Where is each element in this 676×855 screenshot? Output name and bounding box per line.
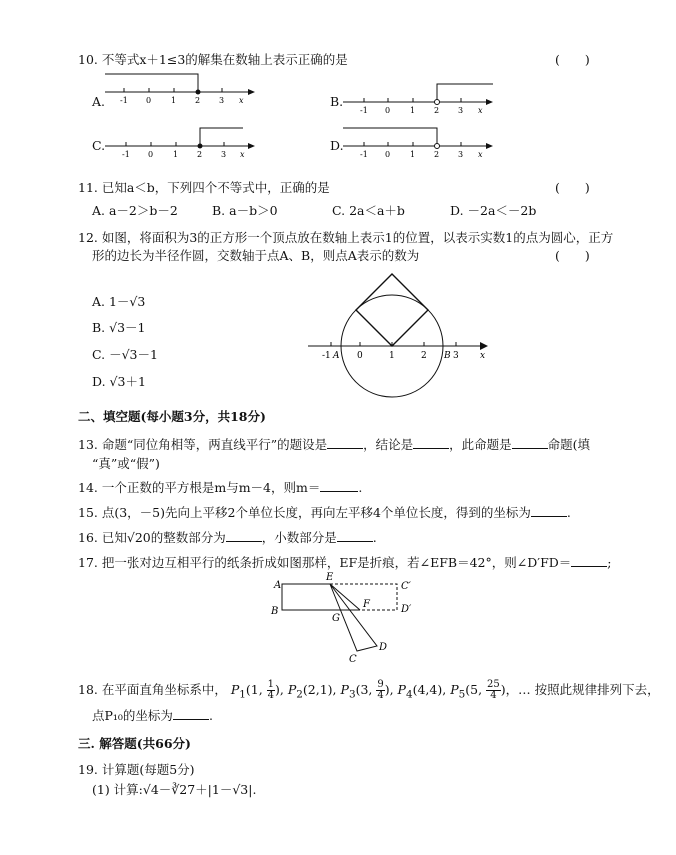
q17-text: 17. 把一张对边互相平行的纸条折成如图那样，EF是折痕，若∠EFB＝42°，则∠D′FD＝ xyxy=(78,555,572,570)
point-label: D xyxy=(379,642,388,653)
q17 xyxy=(78,553,612,571)
q11-option-d: D. －2a＜－2b xyxy=(450,203,537,218)
q13-line1 xyxy=(78,435,590,453)
tick-label: 1 xyxy=(173,150,179,159)
q12-option-a: A. 1－√3 xyxy=(92,294,146,309)
q10-paren: ( ) xyxy=(555,52,590,67)
q11-option-c: C. 2a＜a＋b xyxy=(332,203,405,218)
point-label: F xyxy=(363,599,370,610)
point-b-label: B xyxy=(444,351,451,361)
q16-text: 16. 已知√20的整数部分为 xyxy=(78,530,226,545)
q15-text: 15. 点(3，－5)先向上平移2个单位长度，再向左平移4个单位长度，得到的坐标为 xyxy=(78,505,531,520)
q12-figure xyxy=(300,262,500,402)
point-label: B xyxy=(271,606,279,617)
q12-option-b: B. √3－1 xyxy=(92,320,146,335)
q12-stem-line1: 12. 如图，将面积为3的正方形一个顶点放在数轴上表示1的位置，以表示实数1的点为圆心，正方 xyxy=(78,230,614,245)
q16-text: ，小数部分是 xyxy=(261,530,337,545)
number-line-b xyxy=(338,80,498,120)
tick-label: 3 xyxy=(221,150,227,159)
answer-blank[interactable] xyxy=(226,529,262,542)
q10-opt-b-label: B. xyxy=(330,94,344,109)
tick-label: 2 xyxy=(434,150,440,159)
q13-text: 命题(填 xyxy=(547,437,591,452)
tick-label: -1 xyxy=(322,351,331,361)
answer-blank[interactable] xyxy=(571,554,607,567)
q12-option-d: D. √3＋1 xyxy=(92,374,146,389)
q16: 16. 已知√20的整数部分为 ，小数部分是 . xyxy=(78,530,377,545)
answer-blank[interactable] xyxy=(413,436,449,449)
q13-line2: “真”或“假”) xyxy=(92,456,160,471)
point-label: C′ xyxy=(401,581,411,592)
q14-text: 14. 一个正数的平方根是m与m－4，则m＝ xyxy=(78,480,321,495)
point-label: G xyxy=(332,613,340,624)
tick-label: 0 xyxy=(148,150,154,159)
q12-option-c: C. －√3－1 xyxy=(92,347,158,362)
q13-text: 13. 命题“同位角相等，两直线平行”的题设是 xyxy=(78,437,328,452)
q17-figure xyxy=(265,570,425,666)
axis-x-label: x xyxy=(240,150,245,159)
tick-label: 0 xyxy=(146,96,152,105)
answer-blank[interactable] xyxy=(337,529,373,542)
tick-label: 3 xyxy=(458,150,464,159)
q11-option-a: A. a－2＞b－2 xyxy=(92,203,178,218)
tick-label: 1 xyxy=(410,150,416,159)
q18-line1 xyxy=(78,680,660,705)
q18-text: 18. 在平面直角坐标系中， xyxy=(78,682,227,697)
answer-blank[interactable] xyxy=(173,707,209,720)
q12-stem-line2: 形的边长为半径作圆，交数轴于点A、B，则点A表示的数为 xyxy=(92,248,420,263)
number-line-a xyxy=(100,70,260,110)
tick-label: 3 xyxy=(453,351,459,361)
point-label: A xyxy=(274,580,282,591)
tick-label: 2 xyxy=(434,106,440,115)
section-3-heading: 三. 解答题(共66分) xyxy=(78,736,191,751)
q18-sequence: $P_1(1$, $\frac{1}{4}$ ), $P_2(2,1)$, $P_3(3$, $\frac{9}{4}$ ), $P_4(4,4)$, $P_5(5$, $\frac{25}{4}$ ) xyxy=(230,679,506,701)
axis-x-label: x xyxy=(239,96,244,105)
axis-x-label: x xyxy=(478,106,483,115)
axis-x-label: x xyxy=(478,150,483,159)
answer-blank[interactable] xyxy=(320,479,358,492)
q12-paren: ( ) xyxy=(555,248,590,263)
q11-paren: ( ) xyxy=(555,180,590,195)
axis-x-label: x xyxy=(480,351,486,361)
q18-line2: 点P₁₀的坐标为 . xyxy=(92,708,213,723)
q11-option-b: B. a－b＞0 xyxy=(212,203,278,218)
point-label: E xyxy=(326,572,334,583)
tick-label: 0 xyxy=(357,351,363,361)
tick-label: 0 xyxy=(385,106,391,115)
q18-text: ，… 按照此规律排列下去， xyxy=(505,682,660,697)
tick-label: 0 xyxy=(385,150,391,159)
tick-label: 2 xyxy=(195,96,201,105)
answer-blank[interactable] xyxy=(531,504,567,517)
tick-label: 3 xyxy=(219,96,225,105)
tick-label: 2 xyxy=(197,150,203,159)
answer-blank[interactable] xyxy=(512,436,548,449)
tick-label: -1 xyxy=(360,106,368,115)
section-2-heading: 二、填空题(每小题3分，共18分) xyxy=(78,409,266,424)
q19-sub1: (1) 计算:√4－∛27＋|1－√3|. xyxy=(92,782,257,797)
q15: 15. 点(3，－5)先向上平移2个单位长度，再向左平移4个单位长度，得到的坐标为 . xyxy=(78,505,571,520)
tick-label: -1 xyxy=(120,96,128,105)
tick-label: 1 xyxy=(171,96,177,105)
q10-opt-d-label: D. xyxy=(330,138,344,153)
q10-opt-c-label: C. xyxy=(92,138,106,153)
answer-blank[interactable] xyxy=(327,436,363,449)
point-label: C xyxy=(349,654,357,665)
q18-text: 点P₁₀的坐标为 xyxy=(92,708,173,723)
point-a-label: A xyxy=(333,351,340,361)
q19-title: 19. 计算题(每题5分) xyxy=(78,762,195,777)
q10-stem: 10. 不等式x＋1≤3的解集在数轴上表示正确的是 xyxy=(78,52,348,67)
q14: 14. 一个正数的平方根是m与m－4，则m＝ . xyxy=(78,480,363,495)
q11-stem: 11. 已知a＜b，下列四个不等式中，正确的是 xyxy=(78,180,330,195)
tick-label: -1 xyxy=(360,150,368,159)
tick-label: -1 xyxy=(122,150,130,159)
tick-label: 1 xyxy=(410,106,416,115)
q13-text: ，此命题是 xyxy=(449,437,512,452)
q10-opt-a-label: A. xyxy=(92,94,106,109)
tick-label: 1 xyxy=(389,351,395,361)
point-label: D′ xyxy=(401,604,412,615)
tick-label: 3 xyxy=(458,106,464,115)
tick-label: 2 xyxy=(421,351,427,361)
q13-text: ，结论是 xyxy=(363,437,414,452)
number-line-c xyxy=(100,124,260,164)
number-line-d xyxy=(338,124,498,164)
q17-end: ; xyxy=(607,555,612,570)
